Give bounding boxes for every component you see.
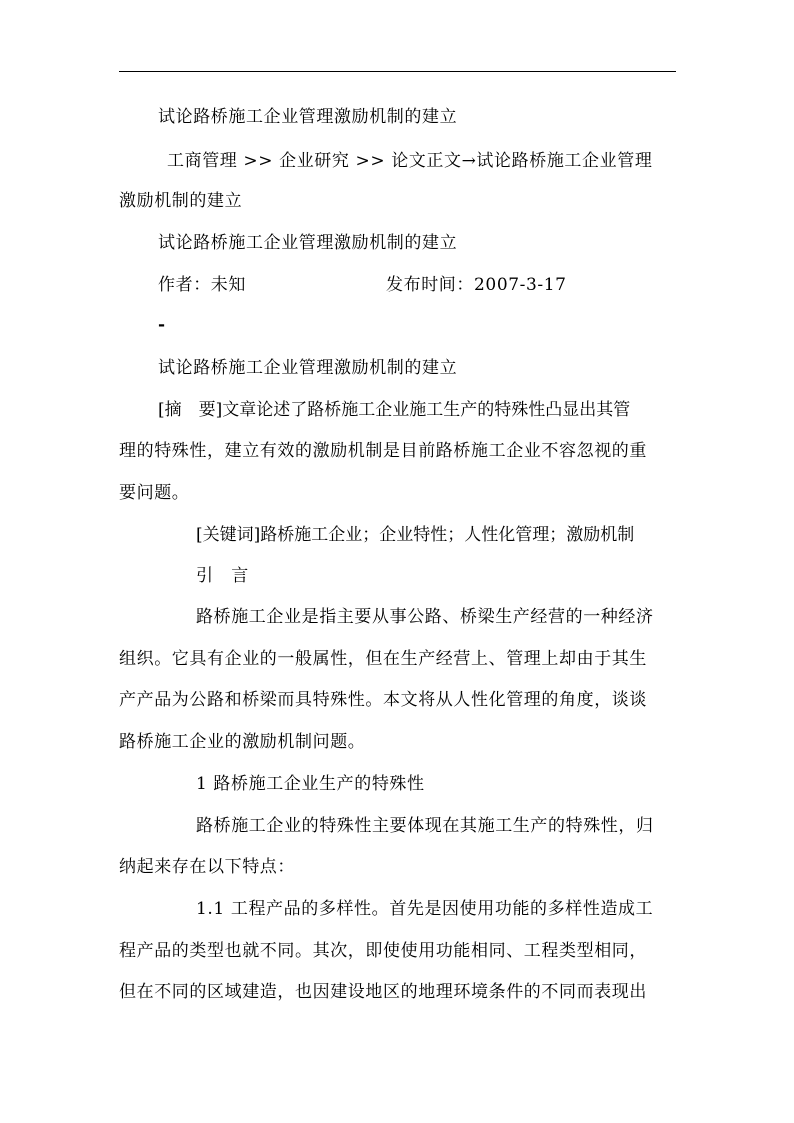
section1-heading: 1 路桥施工企业生产的特殊性 (196, 774, 425, 794)
breadcrumb-line-1[interactable]: 工商管理 >> 企业研究 >> 论文正文→试论路桥施工企业管理 (167, 151, 653, 171)
abstract-line-1: [摘 要]文章论述了路桥施工企业施工生产的特殊性凸显出其管 (158, 400, 631, 420)
author-label: 作者：未知 (158, 275, 246, 295)
article-title: 试论路桥施工企业管理激励机制的建立 (158, 233, 458, 253)
section1-para-line-1: 路桥施工企业的特殊性主要体现在其施工生产的特殊性，归 (196, 816, 654, 836)
abstract-line-2: 理的特殊性，建立有效的激励机制是目前路桥施工企业不容忽视的重 (119, 441, 647, 461)
section1-para-line-2: 纳起来存在以下特点： (119, 857, 295, 877)
intro-line-4: 路桥施工企业的激励机制问题。 (119, 732, 366, 752)
keywords: [关键词]路桥施工企业；企业特性；人性化管理；激励机制 (196, 525, 635, 545)
intro-line-3: 产产品为公路和桥梁而具特殊性。本文将从人性化管理的角度，谈谈 (119, 690, 647, 710)
publish-time: 发布时间：2007-3-17 (386, 275, 567, 295)
abstract-line-3: 要问题。 (119, 483, 190, 503)
section1-1-line-1: 1.1 工程产品的多样性。首先是因使用功能的多样性造成工 (196, 899, 654, 919)
intro-line-1: 路桥施工企业是指主要从事公路、桥梁生产经营的一种经济 (196, 607, 654, 627)
header-title: 试论路桥施工企业管理激励机制的建立 (158, 107, 458, 127)
body-title: 试论路桥施工企业管理激励机制的建立 (158, 358, 458, 378)
section1-1-line-3: 但在不同的区域建造，也因建设地区的地理环境条件的不同而表现出 (119, 982, 647, 1002)
header-rule (119, 71, 676, 72)
separator: - (158, 315, 166, 335)
intro-line-2: 组织。它具有企业的一般属性，但在生产经营上、管理上却由于其生 (119, 649, 647, 669)
breadcrumb-line-2[interactable]: 激励机制的建立 (119, 191, 243, 211)
intro-heading: 引 言 (196, 566, 249, 586)
section1-1-line-2: 程产品的类型也就不同。其次，即使使用功能相同、工程类型相同， (119, 941, 647, 961)
